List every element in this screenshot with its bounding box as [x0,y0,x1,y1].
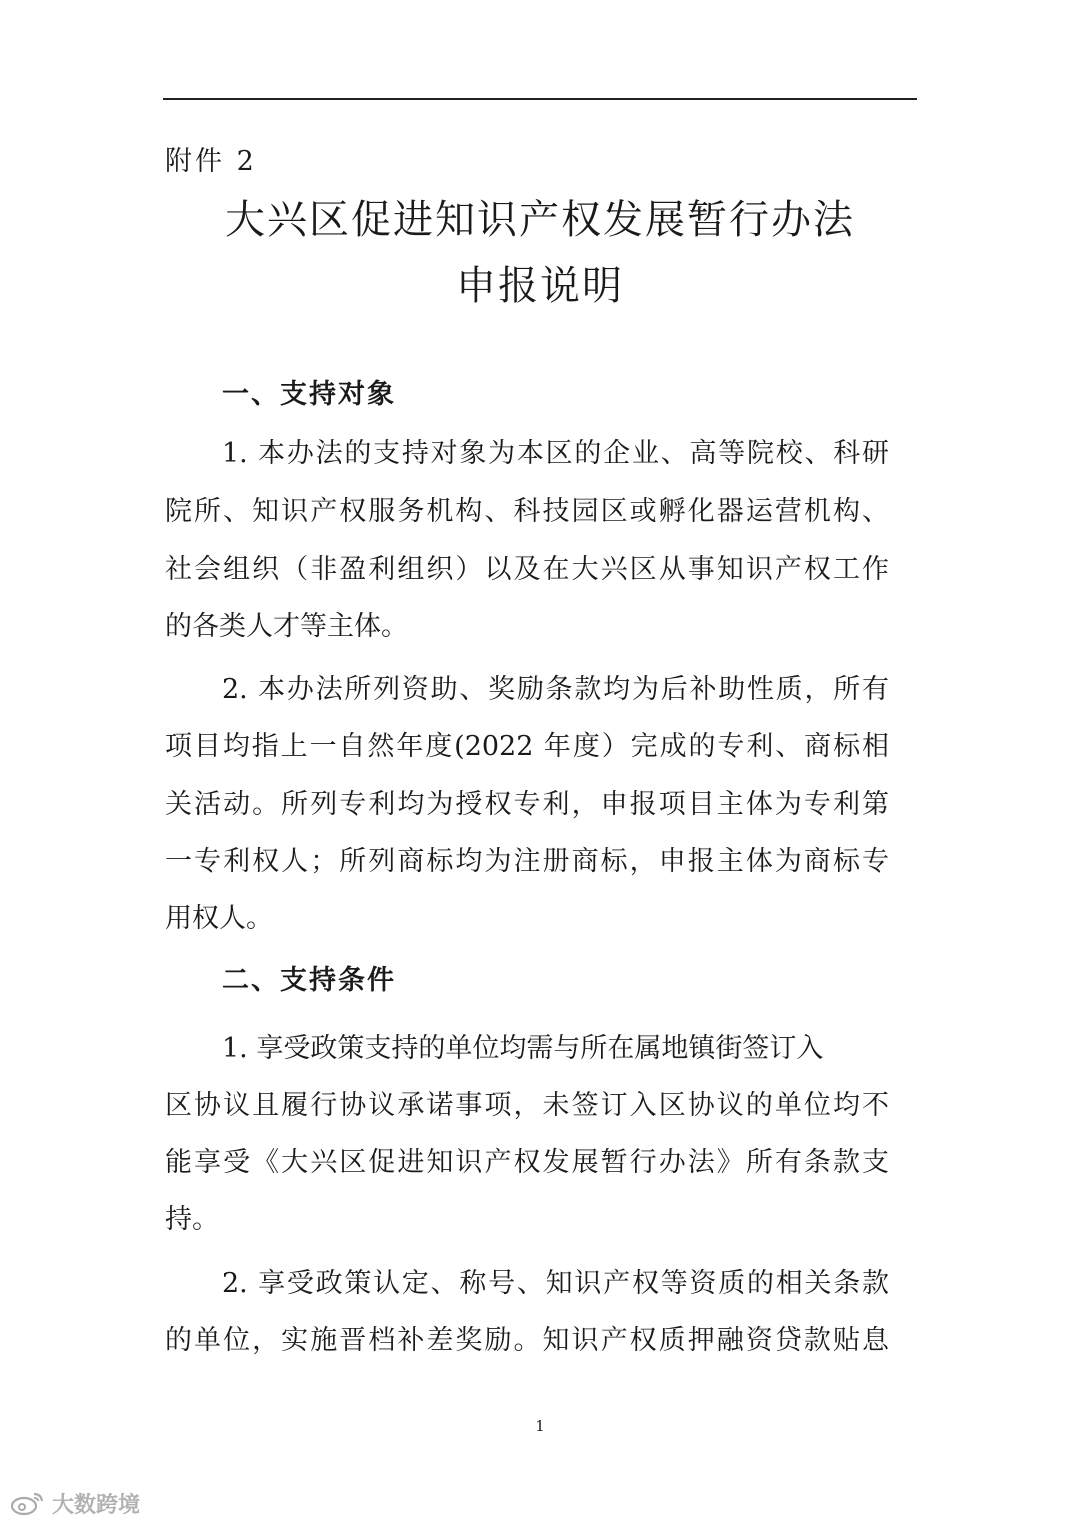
paragraph-line: 1. 本办法的支持对象为本区的企业、高等院校、科研 [222,438,889,469]
paragraph-line: 1. 享受政策支持的单位均需与所在属地镇街签订入 [222,1033,824,1064]
section-heading-support-targets: 一、支持对象 [222,379,396,410]
attachment-label: 附件 2 [165,146,257,177]
paragraph-line: 2. 享受政策认定、称号、知识产权等资质的相关条款 [222,1268,889,1299]
paragraph-line: 一专利权人；所列商标均为注册商标，申报主体为商标专 [165,846,889,877]
paragraph-line: 持。 [165,1204,219,1235]
paragraph-line: 用权人。 [165,903,273,934]
paragraph-line: 的单位，实施晋档补差奖励。知识产权质押融资贷款贴息 [165,1325,889,1356]
weibo-logo-icon [10,1490,46,1516]
paragraph-line: 的各类人才等主体。 [165,611,408,642]
paragraph-line: 项目均指上一自然年度(2022 年度）完成的专利、商标相 [165,731,889,762]
header-rule [163,98,917,100]
paragraph-line: 能享受《大兴区促进知识产权发展暂行办法》所有条款支 [165,1147,889,1178]
document-title: 大兴区促进知识产权发展暂行办法 [225,197,855,243]
page-number: 1 [535,1417,545,1435]
watermark [10,1488,140,1518]
paragraph-line: 2. 本办法所列资助、奖励条款均为后补助性质，所有 [222,674,889,705]
document-subtitle: 申报说明 [456,263,624,309]
paragraph-line: 院所、知识产权服务机构、科技园区或孵化器运营机构、 [165,496,889,527]
watermark-text: 大数跨境 [52,1492,141,1518]
paragraph-line: 社会组织（非盈利组织）以及在大兴区从事知识产权工作 [165,554,889,585]
section-heading-support-conditions: 二、支持条件 [222,965,396,996]
paragraph-line: 区协议且履行协议承诺事项，未签订入区协议的单位均不 [165,1090,889,1121]
paragraph-line: 关活动。所列专利均为授权专利，申报项目主体为专利第 [165,789,889,820]
